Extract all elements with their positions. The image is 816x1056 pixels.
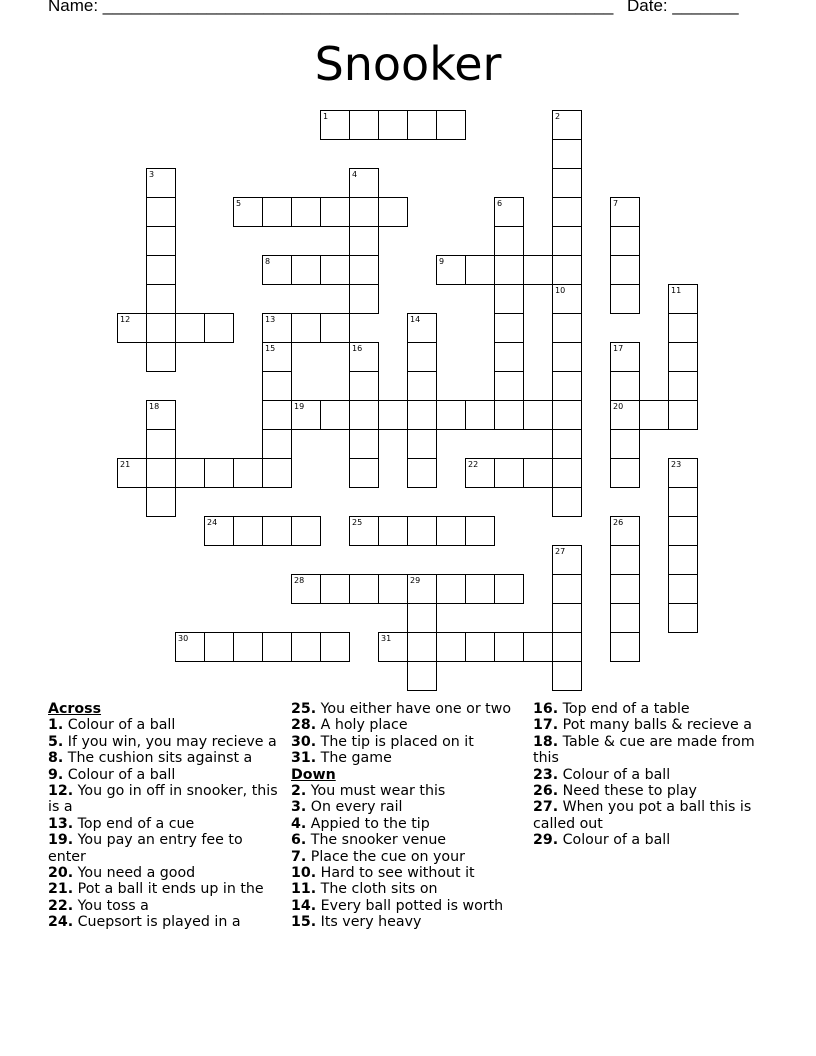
clue-number: 24.: [48, 914, 74, 931]
crossword-cell[interactable]: [436, 255, 466, 285]
cell-number: 18: [149, 402, 160, 411]
crossword-cell[interactable]: [320, 110, 350, 140]
crossword-cell[interactable]: [204, 458, 234, 488]
clue-item: [48, 832, 284, 865]
page-title: Snooker: [314, 37, 502, 91]
cell-number: 8: [265, 257, 271, 266]
crossword-cell[interactable]: [436, 574, 466, 604]
crossword-cell[interactable]: [320, 313, 350, 343]
clue-text: If you win, you may recieve a: [63, 733, 277, 750]
crossword-cell[interactable]: [610, 342, 640, 372]
crossword-cell[interactable]: [146, 342, 176, 372]
crossword-cell[interactable]: [204, 632, 234, 662]
clue-text: Colour of a ball: [558, 766, 671, 783]
crossword-cell[interactable]: [349, 371, 379, 401]
crossword-cell[interactable]: [378, 632, 408, 662]
crossword-cell[interactable]: [291, 632, 321, 662]
crossword-cell[interactable]: [552, 632, 582, 662]
crossword-cell[interactable]: [320, 255, 350, 285]
name-field-label: Name: ______________________________________________________: [48, 0, 614, 15]
crossword-cell[interactable]: [378, 110, 408, 140]
clue-text: Table & cue are made from this: [533, 733, 755, 767]
clue-text: You must wear this: [306, 783, 446, 800]
crossword-cell[interactable]: [320, 632, 350, 662]
across-heading: Across: [48, 701, 102, 717]
clue-column-2: [291, 701, 527, 931]
clue-item: [291, 914, 527, 930]
clue-number: 7.: [291, 848, 307, 865]
crossword-cell[interactable]: [349, 516, 379, 546]
crossword-cell[interactable]: [494, 574, 524, 604]
crossword-cell[interactable]: [668, 603, 698, 633]
cell-number: 7: [613, 199, 619, 208]
crossword-cell[interactable]: [349, 342, 379, 372]
crossword-cell[interactable]: [552, 342, 582, 372]
clue-number: 9.: [48, 766, 64, 783]
crossword-cell[interactable]: [146, 313, 176, 343]
clue-item: [291, 750, 527, 766]
clue-number: 4.: [291, 815, 307, 832]
crossword-cell[interactable]: [668, 574, 698, 604]
crossword-cell[interactable]: [436, 400, 466, 430]
clue-item: [291, 717, 527, 733]
crossword-cell[interactable]: [494, 313, 524, 343]
clue-item: [48, 750, 284, 766]
crossword-cell[interactable]: [291, 574, 321, 604]
crossword-cell[interactable]: [494, 400, 524, 430]
cell-number: 30: [178, 634, 189, 643]
crossword-cell[interactable]: [465, 458, 495, 488]
cell-number: 9: [439, 257, 445, 266]
clue-number: 14.: [291, 897, 317, 914]
crossword-cell[interactable]: [204, 313, 234, 343]
crossword-cell[interactable]: [523, 458, 553, 488]
clue-number: 30.: [291, 733, 317, 750]
crossword-cell[interactable]: [523, 255, 553, 285]
clue-item: [48, 898, 284, 914]
crossword-cell[interactable]: [378, 400, 408, 430]
cell-number: 20: [613, 402, 624, 411]
clue-item: [533, 717, 773, 733]
clue-item: [291, 865, 527, 881]
crossword-cell[interactable]: [407, 574, 437, 604]
clue-number: 2.: [291, 783, 307, 800]
crossword-cell[interactable]: [668, 371, 698, 401]
cell-number: 21: [120, 460, 131, 469]
crossword-cell[interactable]: [349, 429, 379, 459]
clue-item: [48, 816, 284, 832]
cell-number: 14: [410, 315, 421, 324]
crossword-cell[interactable]: [378, 197, 408, 227]
crossword-cell[interactable]: [407, 342, 437, 372]
crossword-cell[interactable]: [349, 574, 379, 604]
crossword-cell[interactable]: [494, 226, 524, 256]
clue-item: [533, 767, 773, 783]
crossword-cell[interactable]: [465, 255, 495, 285]
crossword-cell[interactable]: [552, 371, 582, 401]
crossword-cell[interactable]: [146, 458, 176, 488]
clue-number: 6.: [291, 832, 307, 849]
clue-item: [291, 734, 527, 750]
crossword-cell[interactable]: [407, 400, 437, 430]
across-clue-list: [48, 717, 284, 930]
clue-number: 10.: [291, 865, 317, 882]
clue-text: The cushion sits against a: [63, 750, 253, 767]
clue-number: 12.: [48, 783, 74, 800]
crossword-cell[interactable]: [610, 226, 640, 256]
crossword-cell[interactable]: [262, 458, 292, 488]
crossword-cell[interactable]: [407, 661, 437, 691]
clue-number: 3.: [291, 799, 307, 816]
crossword-cell[interactable]: [610, 603, 640, 633]
cell-number: 23: [671, 460, 682, 469]
clue-item: [291, 849, 527, 865]
cell-number: 28: [294, 576, 305, 585]
crossword-cell[interactable]: [291, 313, 321, 343]
crossword-cell[interactable]: [407, 458, 437, 488]
clue-number: 29.: [533, 832, 559, 849]
crossword-cell[interactable]: [552, 284, 582, 314]
crossword-cell[interactable]: [291, 516, 321, 546]
crossword-cell[interactable]: [349, 284, 379, 314]
crossword-cell[interactable]: [407, 429, 437, 459]
clue-number: 8.: [48, 750, 64, 767]
clue-text: Colour of a ball: [63, 717, 176, 734]
clue-item: [291, 701, 527, 717]
cell-number: 12: [120, 315, 131, 324]
crossword-cell[interactable]: [320, 197, 350, 227]
crossword-cell[interactable]: [349, 400, 379, 430]
crossword-cell[interactable]: [552, 545, 582, 575]
clue-number: 1.: [48, 717, 64, 734]
clue-text: Cuepsort is played in a: [73, 914, 241, 931]
clue-number: 31.: [291, 750, 317, 767]
crossword-cell[interactable]: [291, 197, 321, 227]
crossword-cell[interactable]: [494, 342, 524, 372]
crossword-cell[interactable]: [610, 545, 640, 575]
crossword-cell[interactable]: [610, 400, 640, 430]
crossword-cell[interactable]: [552, 139, 582, 169]
crossword-cell[interactable]: [407, 516, 437, 546]
crossword-cell[interactable]: [668, 284, 698, 314]
crossword-cell[interactable]: [552, 110, 582, 140]
crossword-cell[interactable]: [146, 255, 176, 285]
clue-text: Appied to the tip: [306, 815, 430, 832]
crossword-cell[interactable]: [146, 487, 176, 517]
crossword-cell[interactable]: [233, 516, 263, 546]
down-heading: Down: [291, 766, 336, 783]
clue-item: [533, 832, 773, 848]
clue-number: 26.: [533, 783, 559, 800]
clue-number: 21.: [48, 881, 74, 898]
clue-text: Top end of a table: [558, 701, 690, 717]
crossword-cell[interactable]: [668, 458, 698, 488]
crossword-cell[interactable]: [233, 632, 263, 662]
crossword-cell[interactable]: [552, 574, 582, 604]
crossword-cell[interactable]: [523, 632, 553, 662]
crossword-cell[interactable]: [117, 313, 147, 343]
crossword-cell[interactable]: [494, 284, 524, 314]
crossword-cell[interactable]: [349, 255, 379, 285]
crossword-cell[interactable]: [552, 603, 582, 633]
crossword-cell[interactable]: [494, 632, 524, 662]
header: [48, 0, 748, 18]
clue-text: Need these to play: [558, 783, 697, 800]
crossword-cell[interactable]: [494, 371, 524, 401]
clue-text: Place the cue on your: [306, 848, 465, 865]
crossword-cell[interactable]: [610, 516, 640, 546]
crossword-cell[interactable]: [175, 313, 205, 343]
clue-item: [291, 832, 527, 848]
crossword-cell[interactable]: [668, 545, 698, 575]
date-field-label: Date: _______: [627, 0, 739, 15]
clue-item: [48, 881, 284, 897]
crossword-cell[interactable]: [552, 661, 582, 691]
crossword-cell[interactable]: [465, 574, 495, 604]
crossword-cell[interactable]: [146, 168, 176, 198]
clue-item: [533, 799, 773, 832]
crossword-cell[interactable]: [291, 255, 321, 285]
clue-number: 19.: [48, 832, 74, 849]
cell-number: 31: [381, 634, 392, 643]
crossword-cell[interactable]: [494, 255, 524, 285]
clue-number: 16.: [533, 701, 559, 717]
crossword-cell[interactable]: [610, 574, 640, 604]
crossword-cell[interactable]: [465, 516, 495, 546]
crossword-cell[interactable]: [668, 313, 698, 343]
crossword-cell[interactable]: [494, 458, 524, 488]
crossword-cell[interactable]: [349, 226, 379, 256]
cell-number: 4: [352, 170, 358, 179]
crossword-cell[interactable]: [262, 197, 292, 227]
crossword-cell[interactable]: [262, 371, 292, 401]
clue-item: [48, 914, 284, 930]
clue-text: You pay an entry fee to enter: [48, 832, 243, 865]
crossword-cell[interactable]: [610, 632, 640, 662]
clue-text: The game: [316, 750, 392, 767]
clue-number: 20.: [48, 865, 74, 882]
clue-item: [533, 734, 773, 767]
crossword-cell[interactable]: [552, 313, 582, 343]
clue-item: [291, 816, 527, 832]
clue-number: 28.: [291, 717, 317, 734]
cell-number: 1: [323, 112, 329, 121]
crossword-cell[interactable]: [117, 458, 147, 488]
crossword-cell[interactable]: [262, 313, 292, 343]
clue-item: [533, 701, 773, 717]
crossword-cell[interactable]: [610, 371, 640, 401]
crossword-cell[interactable]: [407, 371, 437, 401]
crossword-cell[interactable]: [610, 429, 640, 459]
cell-number: 6: [497, 199, 503, 208]
cell-number: 3: [149, 170, 155, 179]
cell-number: 13: [265, 315, 276, 324]
clue-text: The snooker venue: [306, 832, 447, 849]
cell-number: 22: [468, 460, 479, 469]
clue-text: Top end of a cue: [73, 815, 195, 832]
crossword-cell[interactable]: [668, 400, 698, 430]
crossword-cell[interactable]: [494, 197, 524, 227]
crossword-cell[interactable]: [610, 255, 640, 285]
clue-item: [533, 783, 773, 799]
crossword-cell[interactable]: [291, 400, 321, 430]
crossword-cell[interactable]: [552, 197, 582, 227]
clue-item: [48, 783, 284, 816]
clue-text: Pot many balls & recieve a: [558, 717, 752, 734]
crossword-cell[interactable]: [668, 342, 698, 372]
crossword-cell[interactable]: [407, 110, 437, 140]
crossword-cell[interactable]: [552, 168, 582, 198]
clue-number: 25.: [291, 701, 317, 717]
clue-text: You either have one or two: [316, 701, 512, 717]
crossword-cell[interactable]: [262, 255, 292, 285]
clue-number: 15.: [291, 914, 317, 931]
clue-item: [291, 799, 527, 815]
crossword-cell[interactable]: [407, 632, 437, 662]
clue-number: 18.: [533, 733, 559, 750]
clue-item: [48, 767, 284, 783]
cell-number: 16: [352, 344, 363, 353]
crossword-cell[interactable]: [465, 400, 495, 430]
clue-text: Colour of a ball: [558, 832, 671, 849]
across-clue-list-continued: [291, 701, 527, 767]
crossword-cell[interactable]: [552, 400, 582, 430]
clue-number: 22.: [48, 897, 74, 914]
crossword-cell[interactable]: [552, 255, 582, 285]
crossword-cell[interactable]: [523, 400, 553, 430]
crossword-cell[interactable]: [146, 226, 176, 256]
clue-number: 11.: [291, 881, 317, 898]
clue-number: 23.: [533, 766, 559, 783]
down-clue-list: [291, 783, 527, 931]
crossword-cell[interactable]: [610, 284, 640, 314]
clue-item: [291, 881, 527, 897]
crossword-cell[interactable]: [378, 574, 408, 604]
crossword-cell[interactable]: [204, 516, 234, 546]
crossword-cell[interactable]: [349, 168, 379, 198]
crossword-cell[interactable]: [668, 516, 698, 546]
crossword-cell[interactable]: [146, 400, 176, 430]
crossword-cell[interactable]: [610, 458, 640, 488]
crossword-cell[interactable]: [610, 197, 640, 227]
clue-text: Its very heavy: [316, 914, 422, 931]
cell-number: 2: [555, 112, 561, 121]
crossword-cell[interactable]: [262, 400, 292, 430]
cell-number: 26: [613, 518, 624, 527]
crossword-cell[interactable]: [349, 458, 379, 488]
clue-text: A holy place: [316, 717, 408, 734]
clue-item: [48, 865, 284, 881]
crossword-cell[interactable]: [233, 458, 263, 488]
crossword-cell[interactable]: [552, 458, 582, 488]
cell-number: 29: [410, 576, 421, 585]
cell-number: 11: [671, 286, 682, 295]
crossword-cell[interactable]: [233, 197, 263, 227]
clue-item: [48, 734, 284, 750]
clue-text: Colour of a ball: [63, 766, 176, 783]
clue-text: You need a good: [73, 865, 196, 882]
crossword-cell[interactable]: [436, 516, 466, 546]
clue-text: Hard to see without it: [316, 865, 475, 882]
clue-text: Pot a ball it ends up in the: [73, 881, 264, 898]
down-clue-list-continued: [533, 701, 773, 849]
clue-text: The tip is placed on it: [316, 733, 474, 750]
clue-number: 27.: [533, 799, 559, 816]
crossword-cell[interactable]: [552, 429, 582, 459]
clue-text: Every ball potted is worth: [316, 897, 504, 914]
crossword-cell[interactable]: [407, 313, 437, 343]
clue-text: On every rail: [306, 799, 403, 816]
clue-text: You toss a: [73, 897, 149, 914]
crossword-cell[interactable]: [552, 487, 582, 517]
clue-item: [291, 898, 527, 914]
clue-number: 5.: [48, 733, 64, 750]
crossword-cell[interactable]: [552, 226, 582, 256]
clue-number: 17.: [533, 717, 559, 734]
crossword-cell[interactable]: [378, 516, 408, 546]
clue-column-1: [48, 701, 284, 931]
crossword-cell[interactable]: [146, 197, 176, 227]
cell-number: 27: [555, 547, 566, 556]
crossword-cell[interactable]: [262, 429, 292, 459]
cell-number: 15: [265, 344, 276, 353]
crossword-cell[interactable]: [639, 400, 669, 430]
clue-text: When you pot a ball this is called out: [533, 799, 752, 832]
crossword-cell[interactable]: [320, 400, 350, 430]
crossword-cell[interactable]: [175, 458, 205, 488]
crossword-cell[interactable]: [349, 110, 379, 140]
clue-column-3: [533, 701, 773, 849]
cell-number: 10: [555, 286, 566, 295]
cell-number: 25: [352, 518, 363, 527]
crossword-cell[interactable]: [668, 487, 698, 517]
clue-text: You go in off in snooker, this is a: [48, 783, 278, 816]
clue-number: 13.: [48, 815, 74, 832]
cell-number: 17: [613, 344, 624, 353]
crossword-cell[interactable]: [175, 632, 205, 662]
crossword-cell[interactable]: [262, 516, 292, 546]
clue-item: [48, 717, 284, 733]
crossword-cell[interactable]: [465, 632, 495, 662]
crossword-cell[interactable]: [320, 574, 350, 604]
crossword-cell[interactable]: [146, 429, 176, 459]
crossword-cell[interactable]: [407, 603, 437, 633]
crossword-cell[interactable]: [436, 632, 466, 662]
crossword-cell[interactable]: [262, 632, 292, 662]
clue-item: [291, 783, 527, 799]
cell-number: 24: [207, 518, 218, 527]
cell-number: 5: [236, 199, 242, 208]
crossword-cell[interactable]: [262, 342, 292, 372]
cell-number: 19: [294, 402, 305, 411]
crossword-cell[interactable]: [349, 197, 379, 227]
clue-text: The cloth sits on: [316, 881, 438, 898]
crossword-cell[interactable]: [436, 110, 466, 140]
crossword-cell[interactable]: [146, 284, 176, 314]
